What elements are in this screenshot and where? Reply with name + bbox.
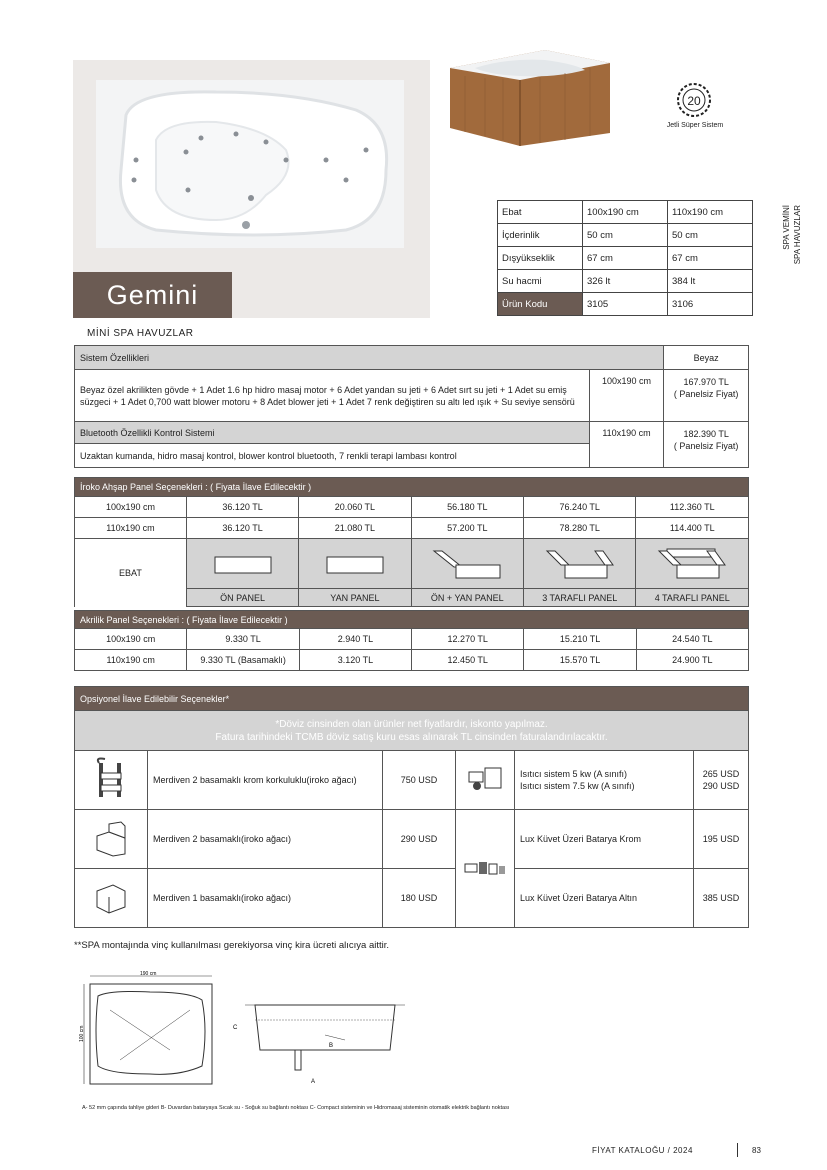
tub-top-view-image	[96, 80, 404, 248]
drawing-height-label: 100 cm	[79, 1025, 85, 1042]
option-price-1: 750 USD	[383, 751, 456, 810]
heater-price-1: 265 USD	[702, 769, 740, 779]
panel-price: 2.940 TL	[299, 629, 411, 650]
spec-key: Dışyükseklik	[498, 247, 583, 270]
panel-price: 9.330 TL (Basamaklı)	[187, 650, 299, 671]
price-1: 167.970 TL	[683, 377, 729, 387]
panel-price: 36.120 TL	[186, 518, 298, 539]
panel-price: 9.330 TL	[187, 629, 299, 650]
row-size: 100x190 cm	[75, 629, 187, 650]
panel-label: 3 TARAFLI PANEL	[524, 589, 636, 607]
bluetooth-title: Bluetooth Özellikli Kontrol Sistemi	[75, 422, 590, 444]
crane-note: **SPA montajında vinç kullanılması gerekiyorsa vinç kira ücreti alıcıya aittir.	[74, 940, 390, 951]
panel-price: 15.570 TL	[524, 650, 636, 671]
footer-catalog: FİYAT KATALOĞU / 2024	[592, 1146, 693, 1155]
panel-shape-on	[186, 539, 298, 589]
iroko-title: İroko Ahşap Panel Seçenekleri : ( Fiyata İlave Edilecektir )	[75, 478, 749, 497]
product-title: Gemini	[73, 272, 232, 318]
ebat-label: EBAT	[75, 539, 187, 607]
price-2-note: ( Panelsiz Fiyat)	[673, 441, 739, 451]
iroko-price-row	[75, 518, 749, 539]
technical-drawing-top	[80, 970, 220, 1095]
spa-product-photo	[445, 48, 613, 146]
panel-price: 78.280 TL	[524, 518, 636, 539]
price-2: 182.390 TL	[683, 429, 729, 439]
faucet-chrome-label: Lux Küvet Üzeri Batarya Krom	[515, 810, 694, 869]
spec-value-2: 384 lt	[668, 270, 753, 293]
spec-value-1: 326 lt	[583, 270, 668, 293]
panel-price: 21.080 TL	[299, 518, 411, 539]
panel-label: 4 TARAFLI PANEL	[636, 589, 749, 607]
panel-price: 56.180 TL	[411, 497, 523, 518]
system-features-table	[74, 345, 749, 468]
spec-value-1: 50 cm	[583, 224, 668, 247]
system-price-1	[664, 370, 749, 422]
jet-system-label: Jetli Süper Sistem	[666, 122, 724, 129]
panel-price: 57.200 TL	[411, 518, 523, 539]
faucet-gold-price: 385 USD	[694, 869, 749, 928]
drawing-legend: A- 52 mm çapında tahliye gideri B- Duvardan bataryaya Sıcak su - Soğuk su bağlantı noktası C- Compact sisteminin ve Hidromasaj sisteminin otomatik elektrik bağlantı noktası	[82, 1105, 510, 1111]
category-label: MİNİ SPA HAVUZLAR	[87, 328, 194, 339]
drawing-b: B	[329, 1043, 334, 1049]
panel-price: 3.120 TL	[299, 650, 411, 671]
spec-value-2: 67 cm	[668, 247, 753, 270]
spec-value-1: 100x190 cm	[583, 201, 668, 224]
panel-price: 36.120 TL	[186, 497, 298, 518]
heater-5kw: Isıtıcı sistem 5 kw (A sınıfı)	[520, 769, 628, 779]
panel-label: YAN PANEL	[299, 589, 411, 607]
spec-value-2: 110x190 cm	[668, 201, 753, 224]
spec-value-2: 3106	[668, 293, 753, 316]
spec-value-1: 67 cm	[583, 247, 668, 270]
panel-shape-3	[524, 539, 636, 589]
spec-row	[498, 247, 753, 270]
panel-label: ÖN + YAN PANEL	[411, 589, 523, 607]
panel-price: 24.540 TL	[636, 629, 748, 650]
jet-count: 20	[687, 94, 701, 108]
heater-labels	[515, 751, 694, 810]
drawing-c: C	[233, 1025, 238, 1031]
iroko-price-row	[75, 497, 749, 518]
bluetooth-description: Uzaktan kumanda, hidro masaj kontrol, blower kontrol bluetooth, 7 renkli terapi lambası kontrol	[75, 444, 590, 468]
price-1-note: ( Panelsiz Fiyat)	[673, 389, 739, 399]
row-size: 100x190 cm	[75, 497, 187, 518]
side-section-label	[782, 205, 812, 285]
panel-price: 20.060 TL	[299, 497, 411, 518]
drawing-a: A	[311, 1079, 316, 1085]
option-label-1: Merdiven 2 basamaklı krom korkuluklu(iroko ağacı)	[148, 751, 383, 810]
akrilik-price-row	[75, 629, 749, 650]
spec-table	[497, 200, 753, 316]
option-label-2: Merdiven 2 basamaklı(iroko ağacı)	[148, 810, 383, 869]
heater-price-2: 290 USD	[702, 781, 740, 791]
row-size: 110x190 cm	[75, 650, 187, 671]
option-price-2: 290 USD	[383, 810, 456, 869]
notice-line2: Fatura tarihindeki TCMB döviz satış kuru esas alınarak TL cinsinden faturalandırılacaktır.	[215, 731, 608, 743]
spec-key: İçderinlik	[498, 224, 583, 247]
heater-7-5kw: Isıtıcı sistem 7.5 kw (A sınıfı)	[520, 781, 635, 791]
panel-price: 12.450 TL	[412, 650, 524, 671]
faucet-image	[456, 810, 515, 928]
faucet-gold-label: Lux Küvet Üzeri Batarya Altın	[515, 869, 694, 928]
panel-shape-yan	[299, 539, 411, 589]
system-header: Sistem Özellikleri	[75, 346, 664, 370]
ladder-rail-image	[75, 751, 148, 810]
panel-label: ÖN PANEL	[186, 589, 298, 607]
spec-row	[498, 201, 753, 224]
footer-divider	[737, 1143, 738, 1157]
iroko-panel-table	[74, 477, 749, 607]
akrilik-panel-table	[74, 610, 749, 671]
heater-prices	[694, 751, 749, 810]
currency-notice	[75, 711, 749, 751]
system-size-1: 100x190 cm	[589, 370, 664, 422]
akrilik-title: Akrilik Panel Seçenekleri : ( Fiyata İlave Edilecektir )	[75, 611, 749, 629]
drawing-width-label: 190 cm	[140, 971, 157, 977]
option-label-3: Merdiven 1 basamaklı(iroko ağacı)	[148, 869, 383, 928]
panel-price: 114.400 TL	[636, 518, 749, 539]
akrilik-price-row	[75, 650, 749, 671]
faucet-chrome-price: 195 USD	[694, 810, 749, 869]
row-size: 110x190 cm	[75, 518, 187, 539]
spec-row	[498, 293, 753, 316]
options-table	[74, 686, 749, 928]
spec-key: Ebat	[498, 201, 583, 224]
options-title: Opsiyonel İlave Edilebilir Seçenekler*	[75, 687, 749, 711]
side-label-line1: SPA VEMİNİ	[782, 205, 791, 250]
spec-row	[498, 224, 753, 247]
notice-line1: *Döviz cinsinden olan ürünler net fiyatlardır, iskonto yapılmaz.	[275, 718, 548, 730]
panel-price: 12.270 TL	[412, 629, 524, 650]
option-price-3: 180 USD	[383, 869, 456, 928]
ladder-1-step-image	[75, 869, 148, 928]
color-header: Beyaz	[664, 346, 749, 370]
ladder-2-step-image	[75, 810, 148, 869]
system-price-2	[664, 422, 749, 468]
panel-price: 15.210 TL	[524, 629, 636, 650]
panel-price: 76.240 TL	[524, 497, 636, 518]
spec-key: Ürün Kodu	[498, 293, 583, 316]
panel-shape-on-yan	[411, 539, 523, 589]
side-label-line2: SPA HAVUZLAR	[793, 205, 802, 265]
spec-row	[498, 270, 753, 293]
page-number: 83	[752, 1146, 761, 1155]
panel-price: 112.360 TL	[636, 497, 749, 518]
technical-drawing-side	[225, 995, 415, 1095]
system-size-2: 110x190 cm	[589, 422, 664, 468]
system-description: Beyaz özel akrilikten gövde + 1 Adet 1.6 hp hidro masaj motor + 6 Adet yandan su jeti + 6 Adet sırt su jeti + 1 Adet su emiş süzgeci + 1 Adet 0,700 watt blower motoru + 8 Adet blower jeti + 1 Adet 7 renk değiştiren su altı led ışık + Su seviye sensörü	[75, 370, 590, 422]
heater-image	[456, 751, 515, 810]
spec-value-2: 50 cm	[668, 224, 753, 247]
panel-price: 24.900 TL	[636, 650, 748, 671]
spec-value-1: 3105	[583, 293, 668, 316]
spec-key: Su hacmi	[498, 270, 583, 293]
panel-shape-4	[636, 539, 749, 589]
